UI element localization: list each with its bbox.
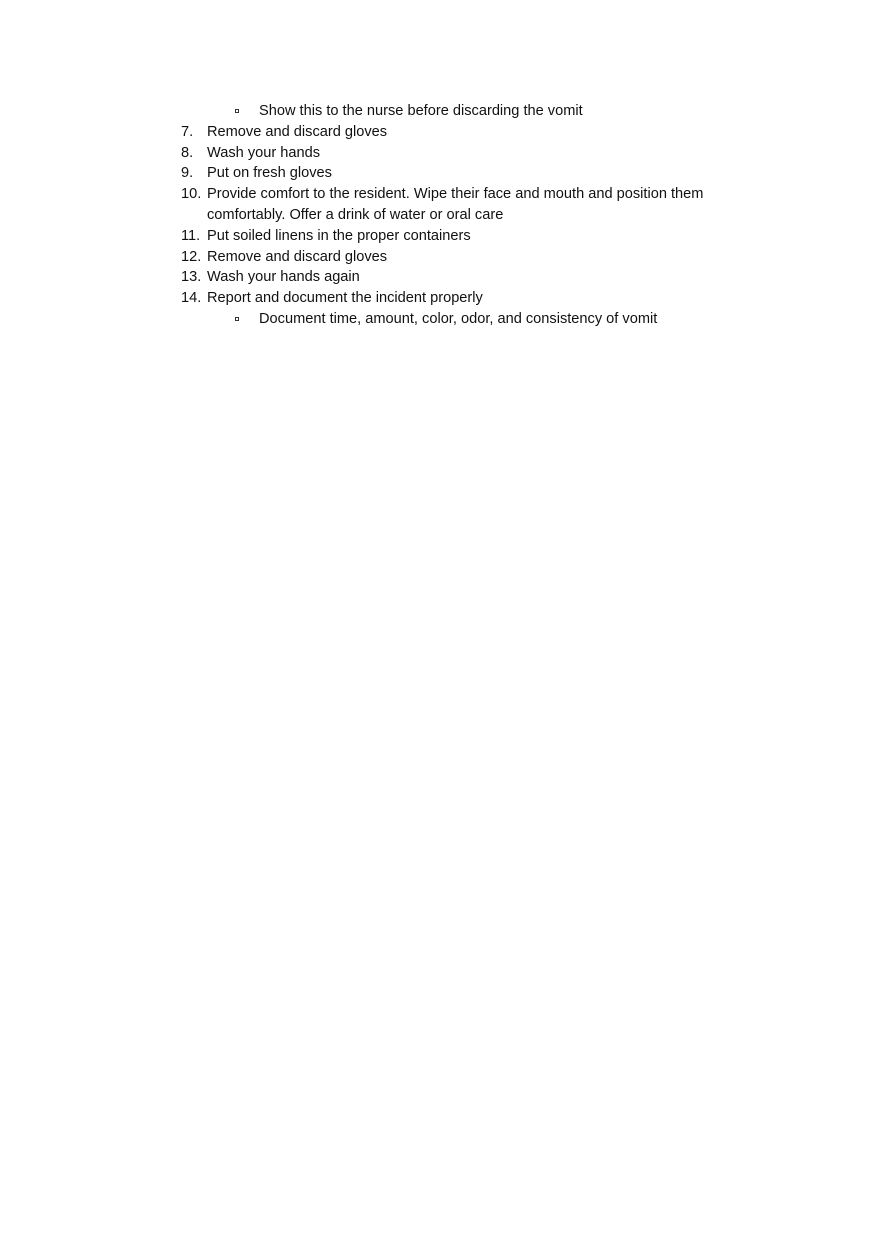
list-item-7 [0,122,880,143]
list-item-9 [0,163,880,184]
list-item-text: Report and document the incident properly [207,290,483,307]
list-item-number: 7. [181,123,194,140]
sub-list-item [0,101,880,122]
list-item-14 [0,288,880,309]
list-item-text: Remove and discard gloves [207,123,388,140]
list-item-text: Wash your hands again [207,269,360,286]
square-bullet-icon [235,317,239,321]
list-item-number: 11. [181,227,201,244]
list-item-13 [0,267,880,288]
sub-list-item [0,309,880,330]
list-item-11 [0,226,880,247]
square-bullet-icon [235,109,239,113]
list-item-number: 10. [181,186,202,203]
list-item-text: Remove and discard gloves [207,248,388,265]
list-item-number: 9. [181,165,194,182]
list-item-8 [0,143,880,164]
list-item-10 [0,184,880,205]
list-item-text: Provide comfort to the resident. Wipe their face and mouth and position them [207,186,704,203]
sub-list-item-text: Document time, amount, color, odor, and consistency of vomit [259,310,658,327]
list-item-text: Put on fresh gloves [207,165,332,182]
list-item-12 [0,247,880,268]
list-item-10-continuation [0,205,880,226]
list-item-number: 13. [181,269,202,286]
list-item-text-continuation: comfortably. Offer a drink of water or oral care [207,206,504,223]
list-item-text: Wash your hands [207,144,321,161]
list-item-number: 12. [181,248,202,265]
sub-list-item-text: Show this to the nurse before discarding the vomit [259,103,583,119]
list-item-number: 14. [181,290,202,307]
instruction-list [0,101,880,330]
list-item-number: 8. [181,144,194,161]
list-item-text: Put soiled linens in the proper containers [207,227,471,244]
